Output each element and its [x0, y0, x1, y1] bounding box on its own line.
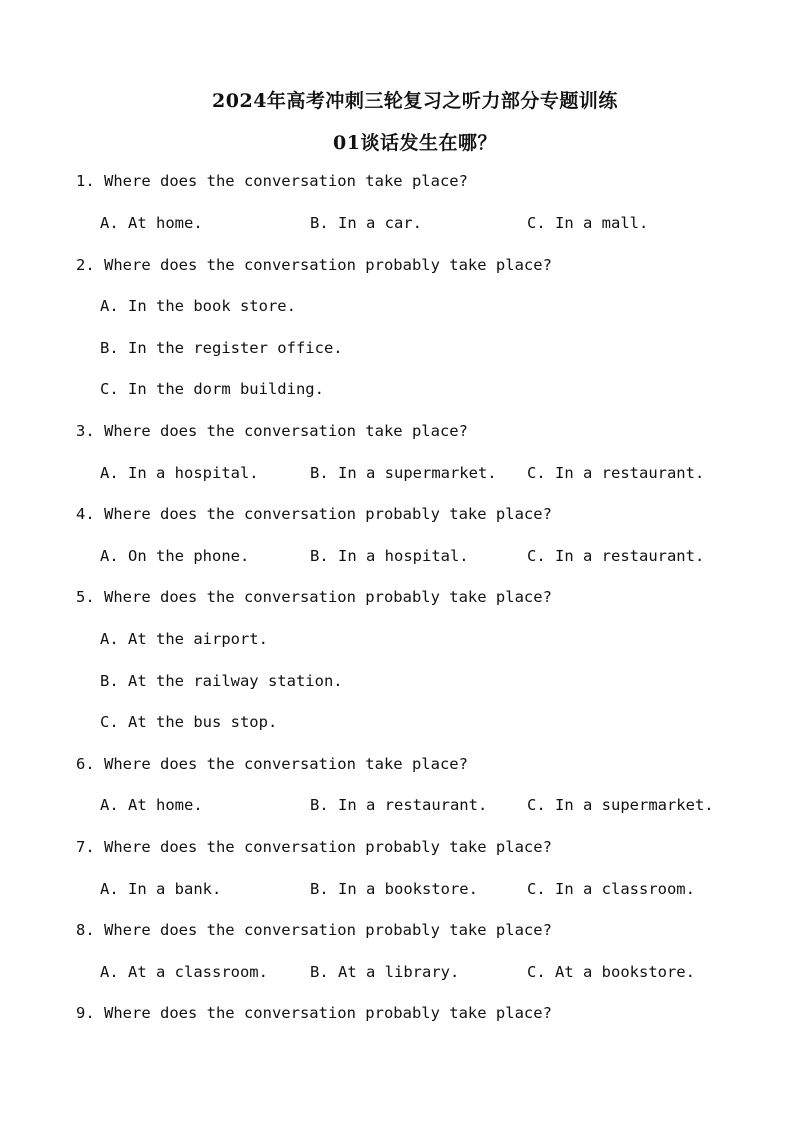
q5-option-c: C. At the bus stop.: [100, 713, 278, 731]
q2-option-a: A. In the book store.: [100, 297, 296, 315]
q4-option-a: A. On the phone.: [100, 547, 250, 565]
question-3: 3. Where does the conversation take place?: [76, 422, 468, 440]
q2-option-b: B. In the register office.: [100, 339, 343, 357]
q8-option-b: B. At a library.: [310, 963, 460, 981]
q4-option-c: C. In a restaurant.: [527, 547, 705, 565]
q3-option-a: A. In a hospital.: [100, 464, 259, 482]
q6-option-a: A. At home.: [100, 796, 203, 814]
question-9: 9. Where does the conversation probably take place?: [76, 1004, 552, 1022]
question-6: 6. Where does the conversation take place?: [76, 755, 468, 773]
q4-option-b: B. In a hospital.: [310, 547, 469, 565]
q2-option-c: C. In the dorm building.: [100, 380, 324, 398]
page-title: 2024年高考冲刺三轮复习之听力部分专题训练: [212, 90, 618, 112]
q8-option-a: A. At a classroom.: [100, 963, 268, 981]
q6-option-b: B. In a restaurant.: [310, 796, 488, 814]
q8-option-c: C. At a bookstore.: [527, 963, 695, 981]
q5-option-a: A. At the airport.: [100, 630, 268, 648]
question-2: 2. Where does the conversation probably take place?: [76, 256, 552, 274]
q3-option-c: C. In a restaurant.: [527, 464, 705, 482]
question-4: 4. Where does the conversation probably take place?: [76, 505, 552, 523]
q1-option-a: A. At home.: [100, 214, 203, 232]
question-1: 1. Where does the conversation take place?: [76, 172, 468, 190]
question-8: 8. Where does the conversation probably take place?: [76, 921, 552, 939]
question-7: 7. Where does the conversation probably take place?: [76, 838, 552, 856]
q5-option-b: B. At the railway station.: [100, 672, 343, 690]
q7-option-c: C. In a classroom.: [527, 880, 695, 898]
q6-option-c: C. In a supermarket.: [527, 796, 714, 814]
question-5: 5. Where does the conversation probably take place?: [76, 588, 552, 606]
q1-option-b: B. In a car.: [310, 214, 422, 232]
q7-option-a: A. In a bank.: [100, 880, 222, 898]
q3-option-b: B. In a supermarket.: [310, 464, 497, 482]
section-title: 01谈话发生在哪？: [333, 132, 497, 154]
q7-option-b: B. In a bookstore.: [310, 880, 478, 898]
q1-option-c: C. In a mall.: [527, 214, 649, 232]
